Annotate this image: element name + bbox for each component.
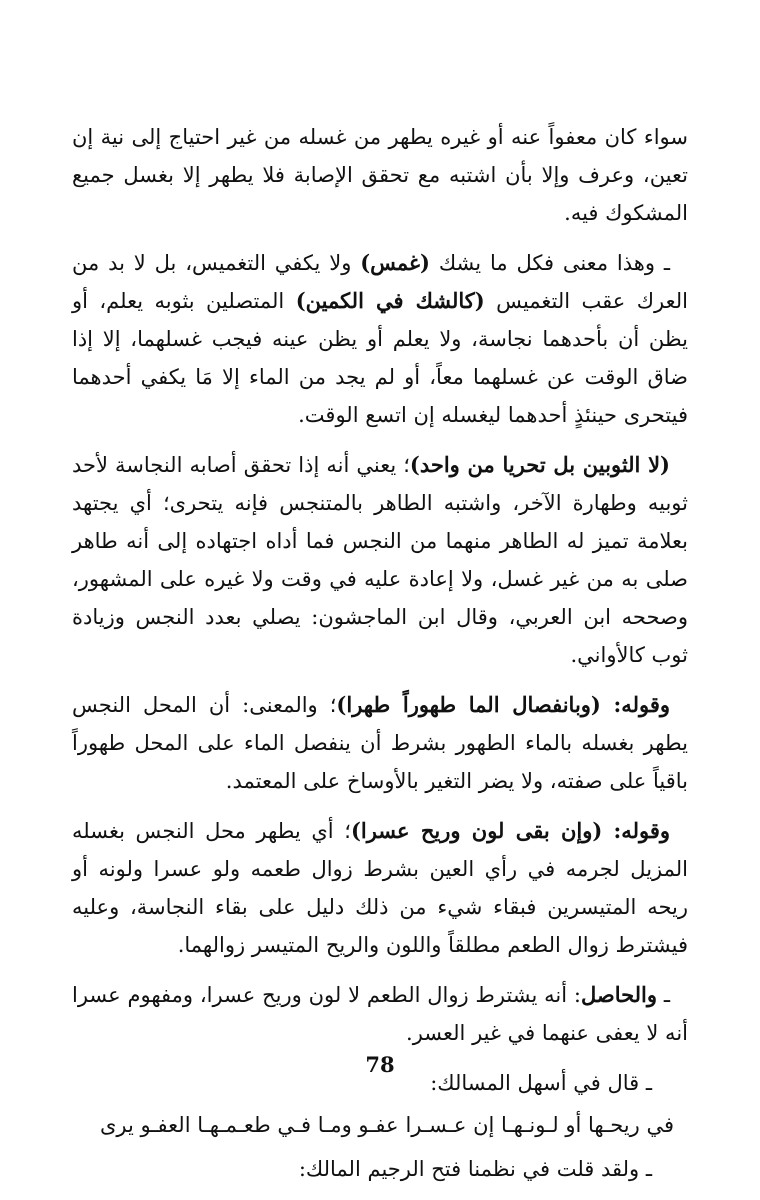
poem-verse bbox=[72, 1106, 688, 1144]
paragraph-4: وقوله: (وبانفصال الما طهوراً طهرا)؛ والمعنى: أن المحل النجس يطهر بغسله بالماء الطهور بشرط أن ينفصل الماء على المحل طهوراً باقياً على صفته، ولا يضر التغير بالأوساخ على المعتمد. bbox=[72, 692, 688, 793]
paragraph-5: وقوله: (وإن بقى لون وريح عسرا)؛ أي يطهر محل النجس بغسله المزيل لجرمه في رأي العين بشرط زوال طعمه ولو عسرا ولونه أو ريحه المتيسرين فبقاء شيء من ذلك دليل على بقاء النجاسة، وعليه فيشترط زوال الطعم مطلقاً واللون والريح المتيسر زوالهما. bbox=[72, 818, 688, 957]
paragraph-2: ـ وهذا معنى فكل ما يشك (غمس) ولا يكفي التغميس، بل لا بد من العرك عقب التغميس (كالشك في الكمين) المتصلين بثوبه يعلم، أو يظن أن بأحدهما نجاسة، ولا يعلم أو يظن عينه فيجب غسلهما، إلا إذا ضاق الوقت عن غسلهما معاً، أو لم يجد من الماء إلا مَا يكفي أحدهما فيتحرى حينئذٍ أحدهما ليغسله إن اتسع الوقت. bbox=[72, 250, 688, 427]
verse-second-half: عفـو ومـا فـي طعـمـهـا العفـو يرى bbox=[100, 1113, 399, 1137]
bold-quote: (كالشك في الكمين) bbox=[295, 288, 485, 313]
closing-line: ـ ولقد قلت في نظمنا فتح الرجيم المالك: bbox=[298, 1157, 652, 1181]
verse-intro: ـ قال في أسهل المسالك: bbox=[430, 1071, 652, 1095]
bold-quote: (لا الثوبين بل تحريا من واحد) bbox=[409, 452, 670, 477]
paragraph-3: (لا الثوبين بل تحريا من واحد)؛ يعني أنه إذا تحقق أصابه النجاسة لأحد ثوبيه وطهارة الآخر، واشتبه الطاهر بالمتنجس فإنه يتحرى؛ أي يجتهد بعلامة تميز له الطاهر منهما من النجس فما أداه اجتهاده إلى أنه طاهر صلى به من غير غسل، ولا إعادة عليه في وقت ولا غيره على المشهور، وصححه ابن العربي، وقال ابن الماجشون: يصلي بعدد النجس وزيادة ثوب كالأواني. bbox=[72, 452, 688, 667]
paragraph-1: سواء كان معفواً عنه أو غيره يطهر من غسله من غير احتياج إلى نية إن تعين، وعرف وإلا بأن اشتبه مع تحقق الإصابة فلا يطهر إلا بغسل جميع المشكوك فيه. bbox=[72, 125, 688, 225]
bold-term: والحاصل bbox=[580, 982, 658, 1007]
verse-first-half: في ريحـها أو لـونـهـا إن عـسـرا bbox=[405, 1113, 674, 1137]
bold-quote: (وبانفصال الما طهوراً طهرا) bbox=[336, 692, 601, 717]
bold-quote: (وإن بقى لون وريح عسرا) bbox=[350, 818, 603, 843]
paragraph-6: ـ والحاصل: أنه يشترط زوال الطعم لا لون وريح عسرا، ومفهوم عسرا أنه لا يعفى عنهما في غير العسر. bbox=[72, 982, 688, 1045]
page-body bbox=[72, 118, 688, 1200]
bold-quote: (غمس) bbox=[360, 250, 430, 275]
page-number: 78 bbox=[365, 1052, 395, 1077]
